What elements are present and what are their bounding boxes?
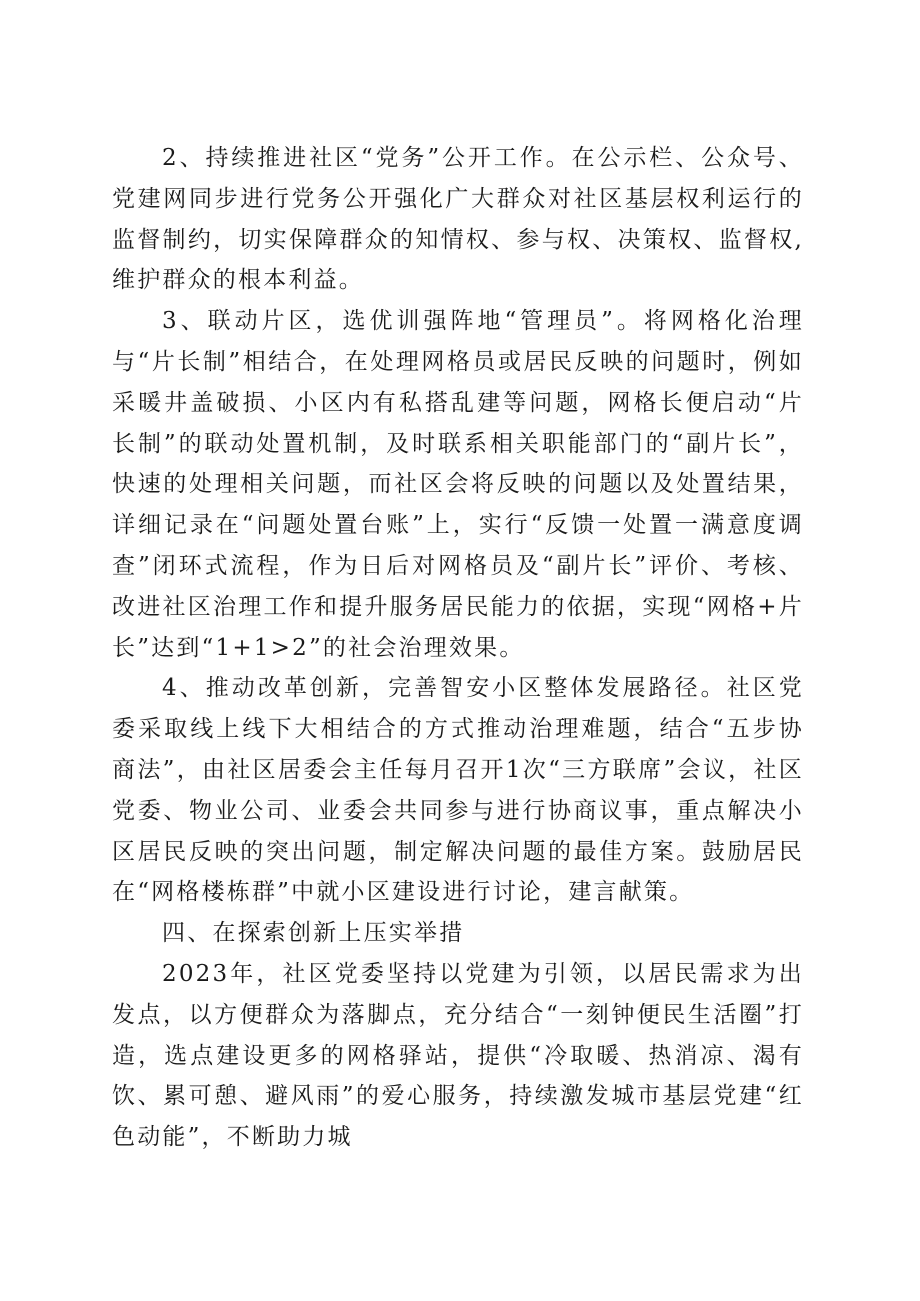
closing-paragraph: 2023年，社区党委坚持以党建为引领，以居民需求为出发点，以方便群众为落脚点，充分结合“一刻钟便民生活圈”打造，选点建设更多的网格驿站，提供“冷取暖、热消凉、渴有饮、累可憩、避风雨”的爱心服务，持续激发城市基层党建“红色动能”，不断助力城 xyxy=(112,960,804,1151)
document-body xyxy=(112,138,804,1158)
paragraph-item-2: 2、持续推进社区“党务”公开工作。在公示栏、公众号、党建网同步进行党务公开强化广大群众对社区基层权利运行的监督制约，切实保障群众的知情权、参与权、决策权、监督权,维护群众的根本利益。 xyxy=(112,145,804,294)
paragraph-item-3: 3、联动片区，选优训强阵地“管理员”。将网格化治理与“片长制”相结合，在处理网格员或居民反映的问题时，例如采暖井盖破损、小区内有私搭乱建等问题，网格长便启动“片长制”的联动处置机制，及时联系相关职能部门的“副片长”，快速的处理相关问题，而社区会将反映的问题以及处置结果，详细记录在“问题处置台账”上，实行“反馈一处置一满意度调查”闭环式流程，作为日后对网格员及“副片长”评价、考核、改进社区治理工作和提升服务居民能力的依据，实现“网格+片长”达到“1+1>2”的社会治理效果。 xyxy=(112,308,804,661)
paragraph-item-4: 4、推动改革创新，完善智安小区整体发展路径。社区党委采取线上线下大相结合的方式推动治理难题，结合“五步协商法”，由社区居委会主任每月召开1次“三方联席”会议，社区党委、物业公司、业委会共同参与进行协商议事，重点解决小区居民反映的突出问题，制定解决问题的最佳方案。鼓励居民在“网格楼栋群”中就小区建设进行讨论，建言献策。 xyxy=(112,675,804,906)
section-heading: 四、在探索创新上压实举措 xyxy=(162,920,465,947)
